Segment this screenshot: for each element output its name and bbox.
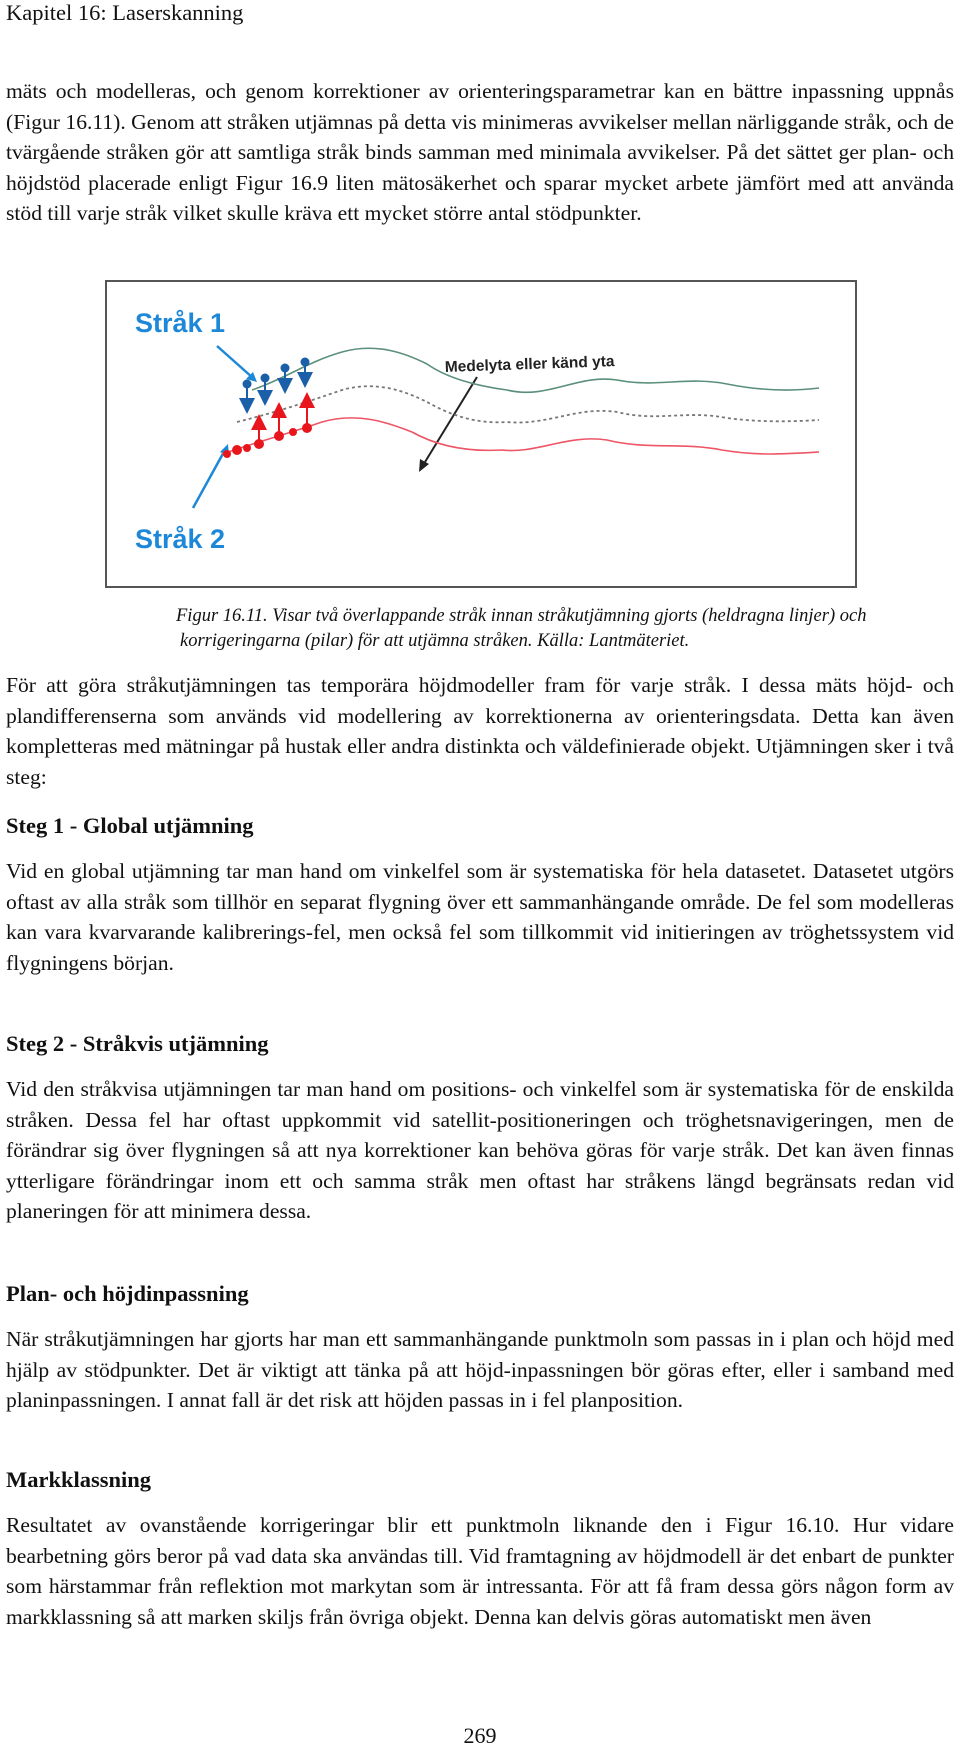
heading-steg-2: Steg 2 - Stråkvis utjämning: [6, 1031, 269, 1056]
pointer-strak-2: [193, 450, 225, 508]
strak-1-corrections: [243, 358, 310, 407]
figure-16-11: [105, 280, 857, 588]
intro-paragraph: mäts och modelleras, och genom korrektioner av orienteringsparametrar kan en bättre inpassning uppnås (Figur 16.11). Genom att stråken utjämnas på detta vis minimeras avvikelser mellan närliggande stråk, och de tvärgående stråken gör att samtliga stråk binds samman med minimala avvikelser. På det sättet ger plan- och höjdstöd placerade enligt Figur 16.9 liten mätosäkerhet och sparar mycket arbete jämfört med att använda stöd till varje stråk vilket skulle kräva ett mycket större antal stödpunkter.: [6, 79, 954, 225]
page-number: 269: [463, 1723, 497, 1748]
chapter-header: Kapitel 16: Laserskanning: [6, 0, 244, 25]
label-strak-2: Stråk 2: [135, 524, 226, 554]
paragraph-markklassning: Resultatet av ovanstående korrigeringar blir ett punktmoln liknande den i Figur 16.10. Hur vidare bearbetning görs beror på vad data ska användas till. Vid framtagning av höjdmodell är det enbart de punkter som härstammar från reflektion mot markytan som är intressanta. För att få fram dessa görs någon form av markklassning så att marken skiljs från övriga objekt. Denna kan delvis göras automatiskt men även: [6, 1513, 954, 1629]
heading-steg-1: Steg 1 - Global utjämning: [6, 813, 254, 838]
paragraph-steg-1: Vid en global utjämning tar man hand om vinkelfel som är systematiska för hela datasetet. Datasetet utgörs oftast av alla stråk som tillhör en separat flygning över ett sammanhängande område. De fel som modelleras kan vara kvarvarande kalibrerings-fel, men också fel som tillkommit vid initieringen av tröghetssystem vid flygningens början.: [6, 859, 954, 975]
pointer-surface-head: [419, 459, 429, 472]
figure-caption: [176, 604, 900, 654]
paragraph-steg-2: Vid den stråkvisa utjämningen tar man hand om positions- och vinkelfel som är systematiska för de enskilda stråken. Dessa fel har oftast uppkommit vid satellit-positioneringen och tröghetsnavigeringen, men de förändrar sig över flygningen så att nya korrektioner kan behöva göras för varje stråk. Det kan även finnas ytterligare förändringar inom ett och samma stråk men oftast har stråkens längd begränsats redan vid planeringen för att minimera dessa.: [6, 1077, 954, 1223]
figure-drawing: [107, 282, 855, 586]
pointer-strak-1: [217, 346, 253, 378]
heading-markklassning: Markklassning: [6, 1467, 152, 1492]
label-strak-1: Stråk 1: [135, 308, 226, 338]
paragraph-after-figure: För att göra stråkutjämningen tas temporära höjdmodeller fram för varje stråk. I dessa mäts höjd- och plandifferenserna som används vid modellering av korrektionerna av orienteringsdata. Detta kan även kompletteras med mätningar på hustak eller andra distinkta och väldefinierade objekt. Utjämningen sker i två steg:: [6, 673, 954, 789]
label-surface: Medelyta eller känd yta: [444, 353, 615, 376]
caption-line-1: Figur 16.11. Visar två överlappande stråk innan stråkutjämning gjorts (heldragna linjer) och: [176, 606, 867, 626]
caption-line-2: korrigeringarna (pilar) för att utjämna stråken. Källa: Lantmäteriet.: [180, 631, 690, 651]
paragraph-plan-hojd: När stråkutjämningen har gjorts har man ett sammanhängande punktmoln som passas in i plan och höjd med hjälp av stödpunkter. Det är viktigt att tänka på att höjd-inpassningen bör göras efter, eller i samband med planinpassningen. I annat fall är det risk att höjden passas in i fel planposition.: [6, 1327, 954, 1412]
heading-plan-hojd: Plan- och höjdinpassning: [6, 1281, 249, 1306]
